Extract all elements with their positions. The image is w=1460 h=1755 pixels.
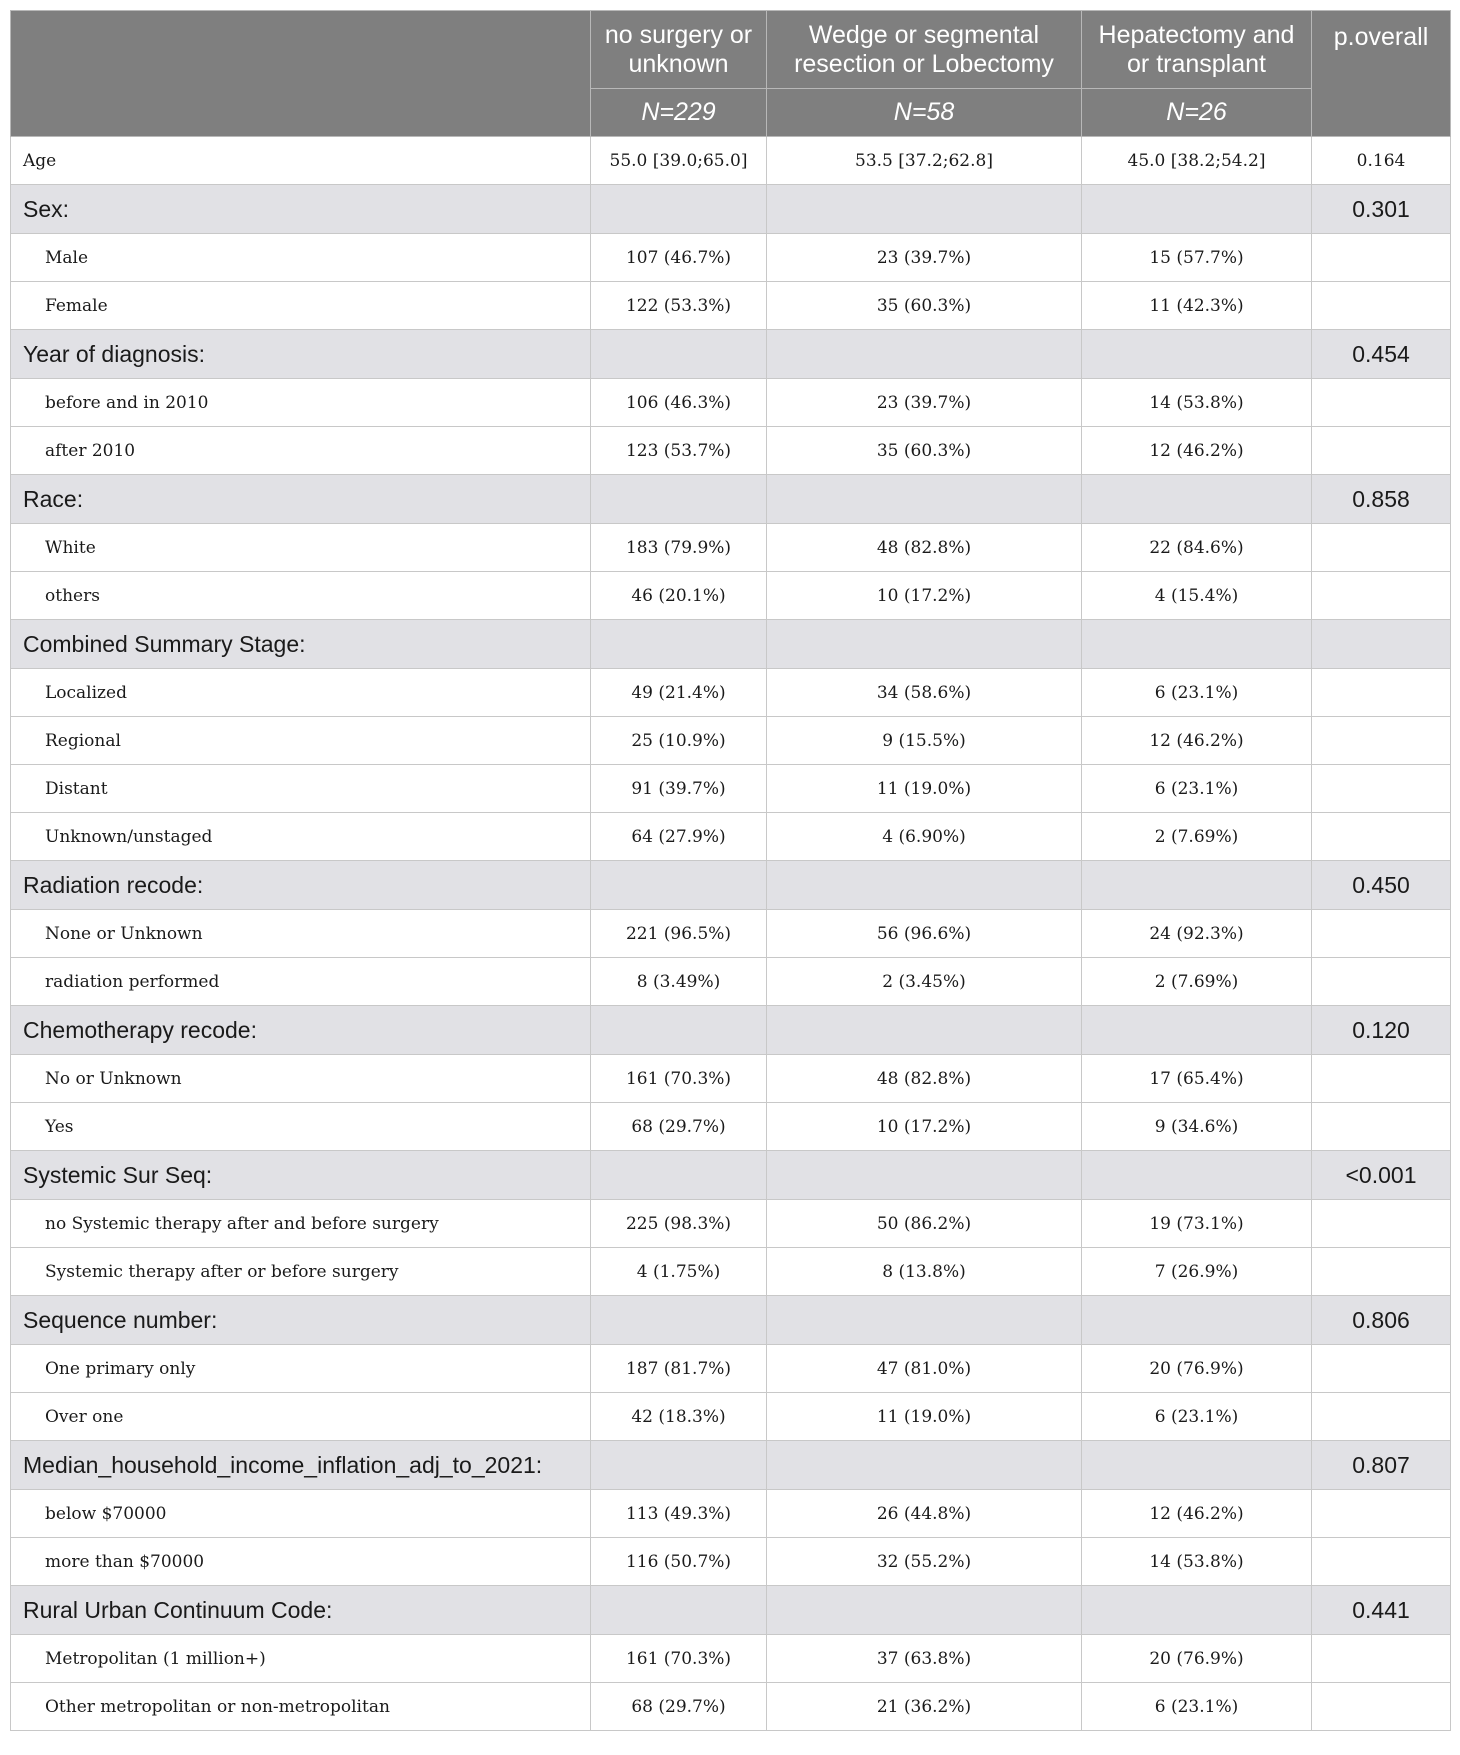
table-row [11, 427, 1451, 475]
row-label: One primary only [11, 1345, 591, 1393]
row-label: others [11, 572, 591, 620]
header-hepatectomy: Hepatectomy and or transplant [1082, 11, 1312, 89]
cell-wedge-resection: 23 (39.7%) [767, 379, 1082, 427]
cell-hepatectomy: 24 (92.3%) [1082, 910, 1312, 958]
cell-hepatectomy [1082, 185, 1312, 234]
cell-no-surgery: 106 (46.3%) [591, 379, 767, 427]
cell-hepatectomy [1082, 1586, 1312, 1635]
cell-no-surgery: 107 (46.7%) [591, 234, 767, 282]
cell-no-surgery: 55.0 [39.0;65.0] [591, 137, 767, 185]
table-row [11, 910, 1451, 958]
cell-p-value: 0.301 [1312, 185, 1451, 234]
cell-hepatectomy: 12 (46.2%) [1082, 717, 1312, 765]
cell-hepatectomy [1082, 1006, 1312, 1055]
table-row [11, 765, 1451, 813]
cell-no-surgery: 225 (98.3%) [591, 1200, 767, 1248]
cell-p-value [1312, 1345, 1451, 1393]
group-label: Chemotherapy recode: [11, 1006, 591, 1055]
cell-wedge-resection: 11 (19.0%) [767, 1393, 1082, 1441]
cell-no-surgery: 68 (29.7%) [591, 1103, 767, 1151]
group-header-row [11, 1586, 1451, 1635]
cell-wedge-resection [767, 1296, 1082, 1345]
cell-no-surgery: 25 (10.9%) [591, 717, 767, 765]
cell-wedge-resection: 35 (60.3%) [767, 282, 1082, 330]
cell-p-value [1312, 910, 1451, 958]
cell-no-surgery: 4 (1.75%) [591, 1248, 767, 1296]
cell-p-value [1312, 282, 1451, 330]
table-row [11, 379, 1451, 427]
cell-hepatectomy: 2 (7.69%) [1082, 813, 1312, 861]
header-no-surgery: no surgery or unknown [591, 11, 767, 89]
cell-p-value: 0.450 [1312, 861, 1451, 910]
cell-wedge-resection: 37 (63.8%) [767, 1635, 1082, 1683]
row-label: Male [11, 234, 591, 282]
table-header [11, 11, 1451, 137]
cell-no-surgery: 8 (3.49%) [591, 958, 767, 1006]
group-label: Rural Urban Continuum Code: [11, 1586, 591, 1635]
cell-hepatectomy: 6 (23.1%) [1082, 1393, 1312, 1441]
cell-wedge-resection: 23 (39.7%) [767, 234, 1082, 282]
cell-hepatectomy: 7 (26.9%) [1082, 1248, 1312, 1296]
group-label: Race: [11, 475, 591, 524]
header-blank-cell [11, 11, 591, 137]
group-header-row [11, 1006, 1451, 1055]
row-label: Distant [11, 765, 591, 813]
cell-hepatectomy: 17 (65.4%) [1082, 1055, 1312, 1103]
cell-hepatectomy: 19 (73.1%) [1082, 1200, 1312, 1248]
cell-p-value [1312, 1055, 1451, 1103]
cell-hepatectomy: 15 (57.7%) [1082, 234, 1312, 282]
table-row [11, 1538, 1451, 1586]
cell-hepatectomy: 45.0 [38.2;54.2] [1082, 137, 1312, 185]
cell-p-value: 0.807 [1312, 1441, 1451, 1490]
cell-no-surgery: 123 (53.7%) [591, 427, 767, 475]
cell-hepatectomy [1082, 1441, 1312, 1490]
cell-no-surgery: 68 (29.7%) [591, 1683, 767, 1731]
table-row [11, 1200, 1451, 1248]
table-row [11, 717, 1451, 765]
row-label: Localized [11, 669, 591, 717]
cell-wedge-resection: 11 (19.0%) [767, 765, 1082, 813]
row-label: below $70000 [11, 1490, 591, 1538]
row-label: Systemic therapy after or before surgery [11, 1248, 591, 1296]
cell-wedge-resection [767, 1006, 1082, 1055]
table-row [11, 669, 1451, 717]
header-n-no-surgery: N=229 [591, 89, 767, 137]
cell-p-value [1312, 427, 1451, 475]
cell-wedge-resection: 34 (58.6%) [767, 669, 1082, 717]
cell-p-value: 0.120 [1312, 1006, 1451, 1055]
cell-hepatectomy [1082, 861, 1312, 910]
group-label: Radiation recode: [11, 861, 591, 910]
cell-hepatectomy [1082, 1151, 1312, 1200]
cell-hepatectomy: 6 (23.1%) [1082, 765, 1312, 813]
cell-wedge-resection [767, 1441, 1082, 1490]
header-wedge-resection: Wedge or segmental resection or Lobectomy [767, 11, 1082, 89]
cell-p-value [1312, 379, 1451, 427]
cell-wedge-resection [767, 1586, 1082, 1635]
cell-wedge-resection [767, 861, 1082, 910]
group-header-row [11, 620, 1451, 669]
cell-p-value [1312, 813, 1451, 861]
row-label: Unknown/unstaged [11, 813, 591, 861]
cell-no-surgery [591, 1006, 767, 1055]
table-body [11, 137, 1451, 1731]
cell-no-surgery [591, 185, 767, 234]
cell-no-surgery: 161 (70.3%) [591, 1055, 767, 1103]
cell-no-surgery [591, 620, 767, 669]
cell-hepatectomy [1082, 620, 1312, 669]
cell-p-value [1312, 620, 1451, 669]
row-label: no Systemic therapy after and before surgery [11, 1200, 591, 1248]
cell-no-surgery: 221 (96.5%) [591, 910, 767, 958]
cell-hepatectomy: 9 (34.6%) [1082, 1103, 1312, 1151]
header-n-hepatectomy: N=26 [1082, 89, 1312, 137]
cell-no-surgery: 64 (27.9%) [591, 813, 767, 861]
cell-no-surgery: 42 (18.3%) [591, 1393, 767, 1441]
cell-no-surgery: 49 (21.4%) [591, 669, 767, 717]
table-row [11, 524, 1451, 572]
cell-hepatectomy: 22 (84.6%) [1082, 524, 1312, 572]
group-header-row [11, 185, 1451, 234]
cell-wedge-resection [767, 1151, 1082, 1200]
cell-p-value [1312, 1248, 1451, 1296]
cell-wedge-resection: 26 (44.8%) [767, 1490, 1082, 1538]
table-row [11, 1248, 1451, 1296]
row-label: None or Unknown [11, 910, 591, 958]
header-p-overall: p.overall [1312, 11, 1451, 137]
table-row [11, 282, 1451, 330]
cell-p-value: 0.441 [1312, 1586, 1451, 1635]
cell-wedge-resection: 8 (13.8%) [767, 1248, 1082, 1296]
cell-no-surgery [591, 1586, 767, 1635]
cell-no-surgery: 187 (81.7%) [591, 1345, 767, 1393]
cell-p-value: 0.858 [1312, 475, 1451, 524]
cell-p-value [1312, 1103, 1451, 1151]
group-label: Median_household_income_inflation_adj_to_2021: [11, 1441, 591, 1490]
cell-wedge-resection [767, 620, 1082, 669]
cell-no-surgery: 161 (70.3%) [591, 1635, 767, 1683]
table-row [11, 1683, 1451, 1731]
cell-wedge-resection: 47 (81.0%) [767, 1345, 1082, 1393]
cell-hepatectomy [1082, 1296, 1312, 1345]
cell-p-value [1312, 1490, 1451, 1538]
cell-no-surgery [591, 1151, 767, 1200]
cell-no-surgery [591, 475, 767, 524]
table-row [11, 958, 1451, 1006]
cell-no-surgery [591, 861, 767, 910]
table-row [11, 572, 1451, 620]
cell-p-value [1312, 669, 1451, 717]
row-label: Female [11, 282, 591, 330]
cell-wedge-resection: 32 (55.2%) [767, 1538, 1082, 1586]
cell-hepatectomy: 2 (7.69%) [1082, 958, 1312, 1006]
cell-no-surgery: 122 (53.3%) [591, 282, 767, 330]
cell-p-value: <0.001 [1312, 1151, 1451, 1200]
cell-wedge-resection: 10 (17.2%) [767, 1103, 1082, 1151]
group-header-row [11, 1151, 1451, 1200]
table-row [11, 234, 1451, 282]
cell-p-value: 0.454 [1312, 330, 1451, 379]
cell-hepatectomy: 12 (46.2%) [1082, 427, 1312, 475]
group-header-row [11, 1441, 1451, 1490]
group-header-row [11, 475, 1451, 524]
cell-p-value: 0.164 [1312, 137, 1451, 185]
group-label: Combined Summary Stage: [11, 620, 591, 669]
table-row [11, 813, 1451, 861]
cell-p-value [1312, 958, 1451, 1006]
table-row [11, 1490, 1451, 1538]
cell-hepatectomy: 12 (46.2%) [1082, 1490, 1312, 1538]
cell-hepatectomy: 14 (53.8%) [1082, 379, 1312, 427]
cell-wedge-resection: 4 (6.90%) [767, 813, 1082, 861]
row-label: Other metropolitan or non-metropolitan [11, 1683, 591, 1731]
row-label: Regional [11, 717, 591, 765]
cell-p-value [1312, 1538, 1451, 1586]
table-row [11, 1345, 1451, 1393]
row-label: Yes [11, 1103, 591, 1151]
cell-hepatectomy: 20 (76.9%) [1082, 1635, 1312, 1683]
cell-wedge-resection: 10 (17.2%) [767, 572, 1082, 620]
cell-hepatectomy: 11 (42.3%) [1082, 282, 1312, 330]
cell-no-surgery: 91 (39.7%) [591, 765, 767, 813]
cell-wedge-resection: 53.5 [37.2;62.8] [767, 137, 1082, 185]
cell-p-value [1312, 1200, 1451, 1248]
group-label: Sequence number: [11, 1296, 591, 1345]
table-row [11, 1635, 1451, 1683]
row-label: after 2010 [11, 427, 591, 475]
cell-p-value [1312, 717, 1451, 765]
cell-no-surgery: 116 (50.7%) [591, 1538, 767, 1586]
group-header-row [11, 861, 1451, 910]
table-row [11, 1055, 1451, 1103]
cell-no-surgery: 183 (79.9%) [591, 524, 767, 572]
cell-p-value [1312, 1635, 1451, 1683]
table-row [11, 1103, 1451, 1151]
cell-wedge-resection: 48 (82.8%) [767, 524, 1082, 572]
summary-table [10, 10, 1451, 1731]
table-row [11, 137, 1451, 185]
cell-wedge-resection [767, 475, 1082, 524]
row-label: before and in 2010 [11, 379, 591, 427]
cell-p-value [1312, 1683, 1451, 1731]
group-label: Sex: [11, 185, 591, 234]
cell-wedge-resection: 2 (3.45%) [767, 958, 1082, 1006]
cell-p-value [1312, 234, 1451, 282]
row-label: radiation performed [11, 958, 591, 1006]
cell-no-surgery [591, 1296, 767, 1345]
cell-no-surgery: 46 (20.1%) [591, 572, 767, 620]
table-row [11, 1393, 1451, 1441]
cell-hepatectomy: 6 (23.1%) [1082, 669, 1312, 717]
cell-wedge-resection: 48 (82.8%) [767, 1055, 1082, 1103]
cell-hepatectomy: 4 (15.4%) [1082, 572, 1312, 620]
cell-no-surgery [591, 330, 767, 379]
group-header-row [11, 1296, 1451, 1345]
group-label: Year of diagnosis: [11, 330, 591, 379]
cell-wedge-resection: 56 (96.6%) [767, 910, 1082, 958]
cell-p-value [1312, 765, 1451, 813]
cell-p-value [1312, 524, 1451, 572]
cell-hepatectomy: 14 (53.8%) [1082, 1538, 1312, 1586]
row-label: White [11, 524, 591, 572]
cell-p-value [1312, 1393, 1451, 1441]
cell-no-surgery: 113 (49.3%) [591, 1490, 767, 1538]
cell-no-surgery [591, 1441, 767, 1490]
cell-wedge-resection: 50 (86.2%) [767, 1200, 1082, 1248]
row-label: Age [11, 137, 591, 185]
cell-hepatectomy [1082, 330, 1312, 379]
group-header-row [11, 330, 1451, 379]
cell-wedge-resection: 35 (60.3%) [767, 427, 1082, 475]
cell-wedge-resection [767, 330, 1082, 379]
cell-hepatectomy: 6 (23.1%) [1082, 1683, 1312, 1731]
cell-p-value [1312, 572, 1451, 620]
cell-p-value: 0.806 [1312, 1296, 1451, 1345]
row-label: Metropolitan (1 million+) [11, 1635, 591, 1683]
row-label: No or Unknown [11, 1055, 591, 1103]
cell-hepatectomy: 20 (76.9%) [1082, 1345, 1312, 1393]
cell-wedge-resection: 9 (15.5%) [767, 717, 1082, 765]
group-label: Systemic Sur Seq: [11, 1151, 591, 1200]
cell-wedge-resection [767, 185, 1082, 234]
cell-hepatectomy [1082, 475, 1312, 524]
row-label: Over one [11, 1393, 591, 1441]
row-label: more than $70000 [11, 1538, 591, 1586]
cell-wedge-resection: 21 (36.2%) [767, 1683, 1082, 1731]
header-n-wedge-resection: N=58 [767, 89, 1082, 137]
